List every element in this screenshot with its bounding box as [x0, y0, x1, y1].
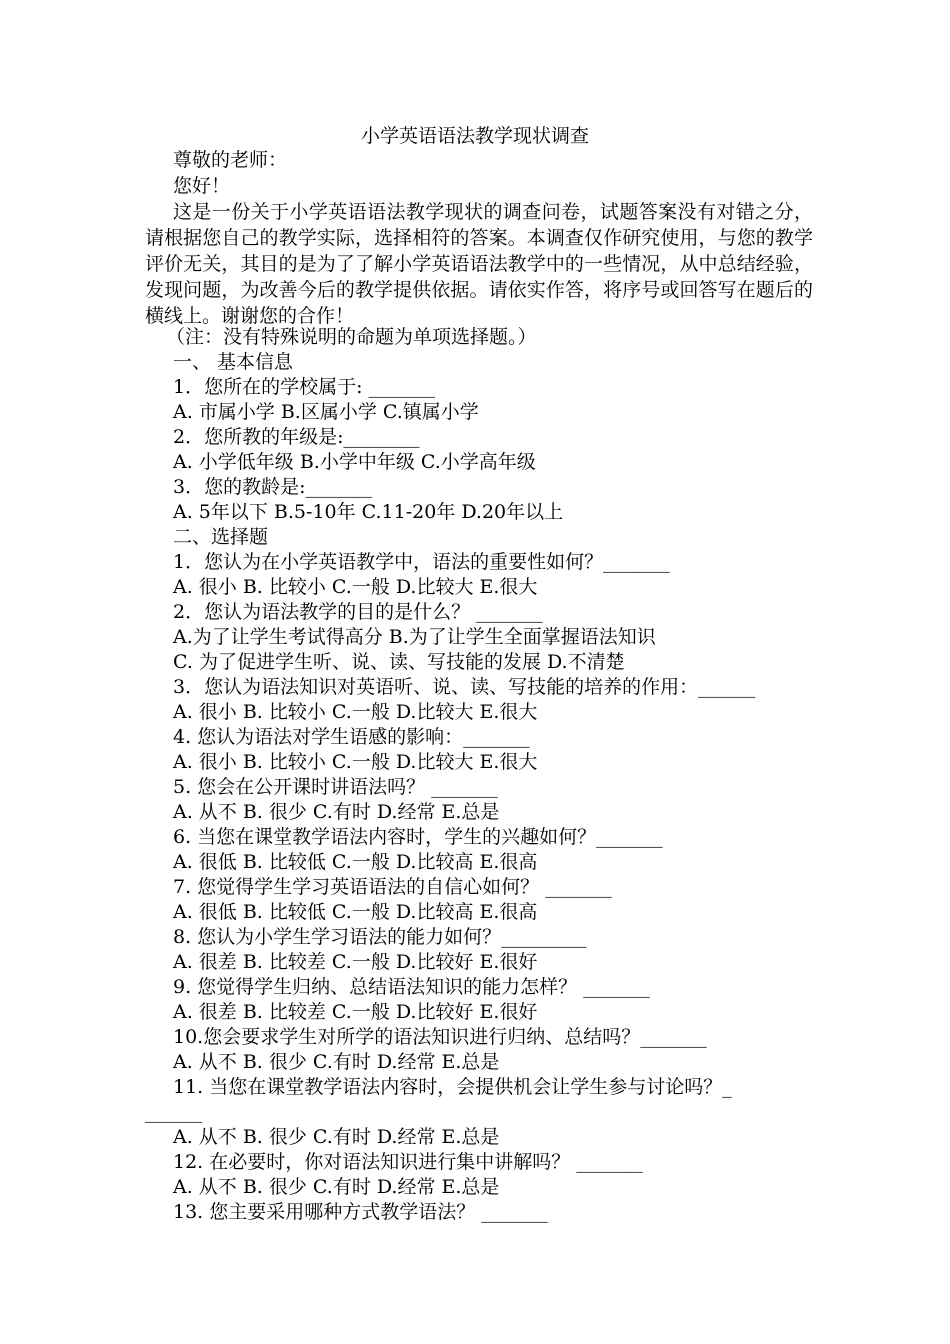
page-title: 小学英语语法教学现状调查: [360, 125, 589, 147]
options-11: A. 从不 B. 很少 C.有时 D.经常 E.总是: [173, 1126, 500, 1148]
basic-question-3: 3．您的教龄是:_______: [173, 476, 372, 498]
question-7: 7. 您觉得学生学习英语语法的自信心如何？ _______: [173, 876, 612, 898]
question-9: 9. 您觉得学生归纳、总结语法知识的能力怎样？ _______: [173, 976, 650, 998]
basic-question-2: 2．您所教的年级是:________: [173, 426, 420, 448]
basic-options-1: A. 市属小学 B.区属小学 C.镇属小学: [173, 401, 479, 423]
section-basic-info-heading: 一、 基本信息: [173, 351, 294, 373]
options-10: A. 从不 B. 很少 C.有时 D.经常 E.总是: [173, 1051, 500, 1073]
question-11-continuation: ______: [145, 1101, 202, 1123]
question-3: 3．您认为语法知识对英语听、说、读、写技能的培养的作用：______: [173, 676, 756, 698]
basic-options-2: A. 小学低年级 B.小学中年级 C.小学高年级: [173, 451, 536, 473]
options-6: A. 很低 B. 比较低 C.一般 D.比较高 E.很高: [173, 851, 538, 873]
options-9: A. 很差 B. 比较差 C.一般 D.比较好 E.很好: [173, 1001, 538, 1023]
options-7: A. 很低 B. 比较低 C.一般 D.比较高 E.很高: [173, 901, 538, 923]
question-5: 5. 您会在公开课时讲语法吗？ _______: [173, 776, 498, 798]
options-2a: A.为了让学生考试得高分 B.为了让学生全面掌握语法知识: [173, 626, 656, 648]
question-10: 10.您会要求学生对所学的语法知识进行归纳、总结吗？_______: [173, 1026, 707, 1048]
options-5: A. 从不 B. 很少 C.有时 D.经常 E.总是: [173, 801, 500, 823]
question-11: 11. 当您在课堂教学语法内容时，会提供机会让学生参与讨论吗？_: [173, 1076, 732, 1098]
section-choice-heading: 二、选择题: [173, 526, 269, 548]
question-2: 2．您认为语法教学的目的是什么？ _______: [173, 601, 543, 623]
question-4: 4. 您认为语法对学生语感的影响：_______: [173, 726, 530, 748]
options-12: A. 从不 B. 很少 C.有时 D.经常 E.总是: [173, 1176, 500, 1198]
options-2b: C. 为了促进学生听、说、读、写技能的发展 D.不清楚: [173, 651, 625, 673]
question-6: 6. 当您在课堂教学语法内容时，学生的兴趣如何？_______: [173, 826, 663, 848]
options-8: A. 很差 B. 比较差 C.一般 D.比较好 E.很好: [173, 951, 538, 973]
basic-options-3: A. 5年以下 B.5-10年 C.11-20年 D.20年以上: [173, 501, 564, 523]
question-12: 12. 在必要时，你对语法知识进行集中讲解吗？ _______: [173, 1151, 643, 1173]
question-8: 8. 您认为小学生学习语法的能力如何？_________: [173, 926, 587, 948]
hello: 您好！: [173, 175, 231, 197]
note: （注：没有特殊说明的命题为单项选择题。）: [166, 326, 537, 348]
options-3: A. 很小 B. 比较小 C.一般 D.比较大 E.很大: [173, 701, 538, 723]
intro-paragraph: 这是一份关于小学英语语法教学现状的调查问卷，试题答案没有对错之分，请根据您自己的教学实际，选择相符的答案。本调查仅作研究使用，与您的教学评价无关，其目的是为了了解小学英语语法教学中的一些情况，从中总结经验，发现问题，为改善今后的教学提供依据。请依实作答，将序号或回答写在题后的横线上。谢谢您的合作！: [145, 201, 813, 327]
question-13: 13. 您主要采用哪种方式教学语法？ _______: [173, 1201, 548, 1223]
question-1: 1．您认为在小学英语教学中，语法的重要性如何？_______: [173, 551, 670, 573]
options-4: A. 很小 B. 比较小 C.一般 D.比较大 E.很大: [173, 751, 538, 773]
greeting: 尊敬的老师：: [173, 149, 288, 171]
basic-question-1: 1．您所在的学校属于: _______: [173, 376, 436, 398]
options-1: A. 很小 B. 比较小 C.一般 D.比较大 E.很大: [173, 576, 538, 598]
